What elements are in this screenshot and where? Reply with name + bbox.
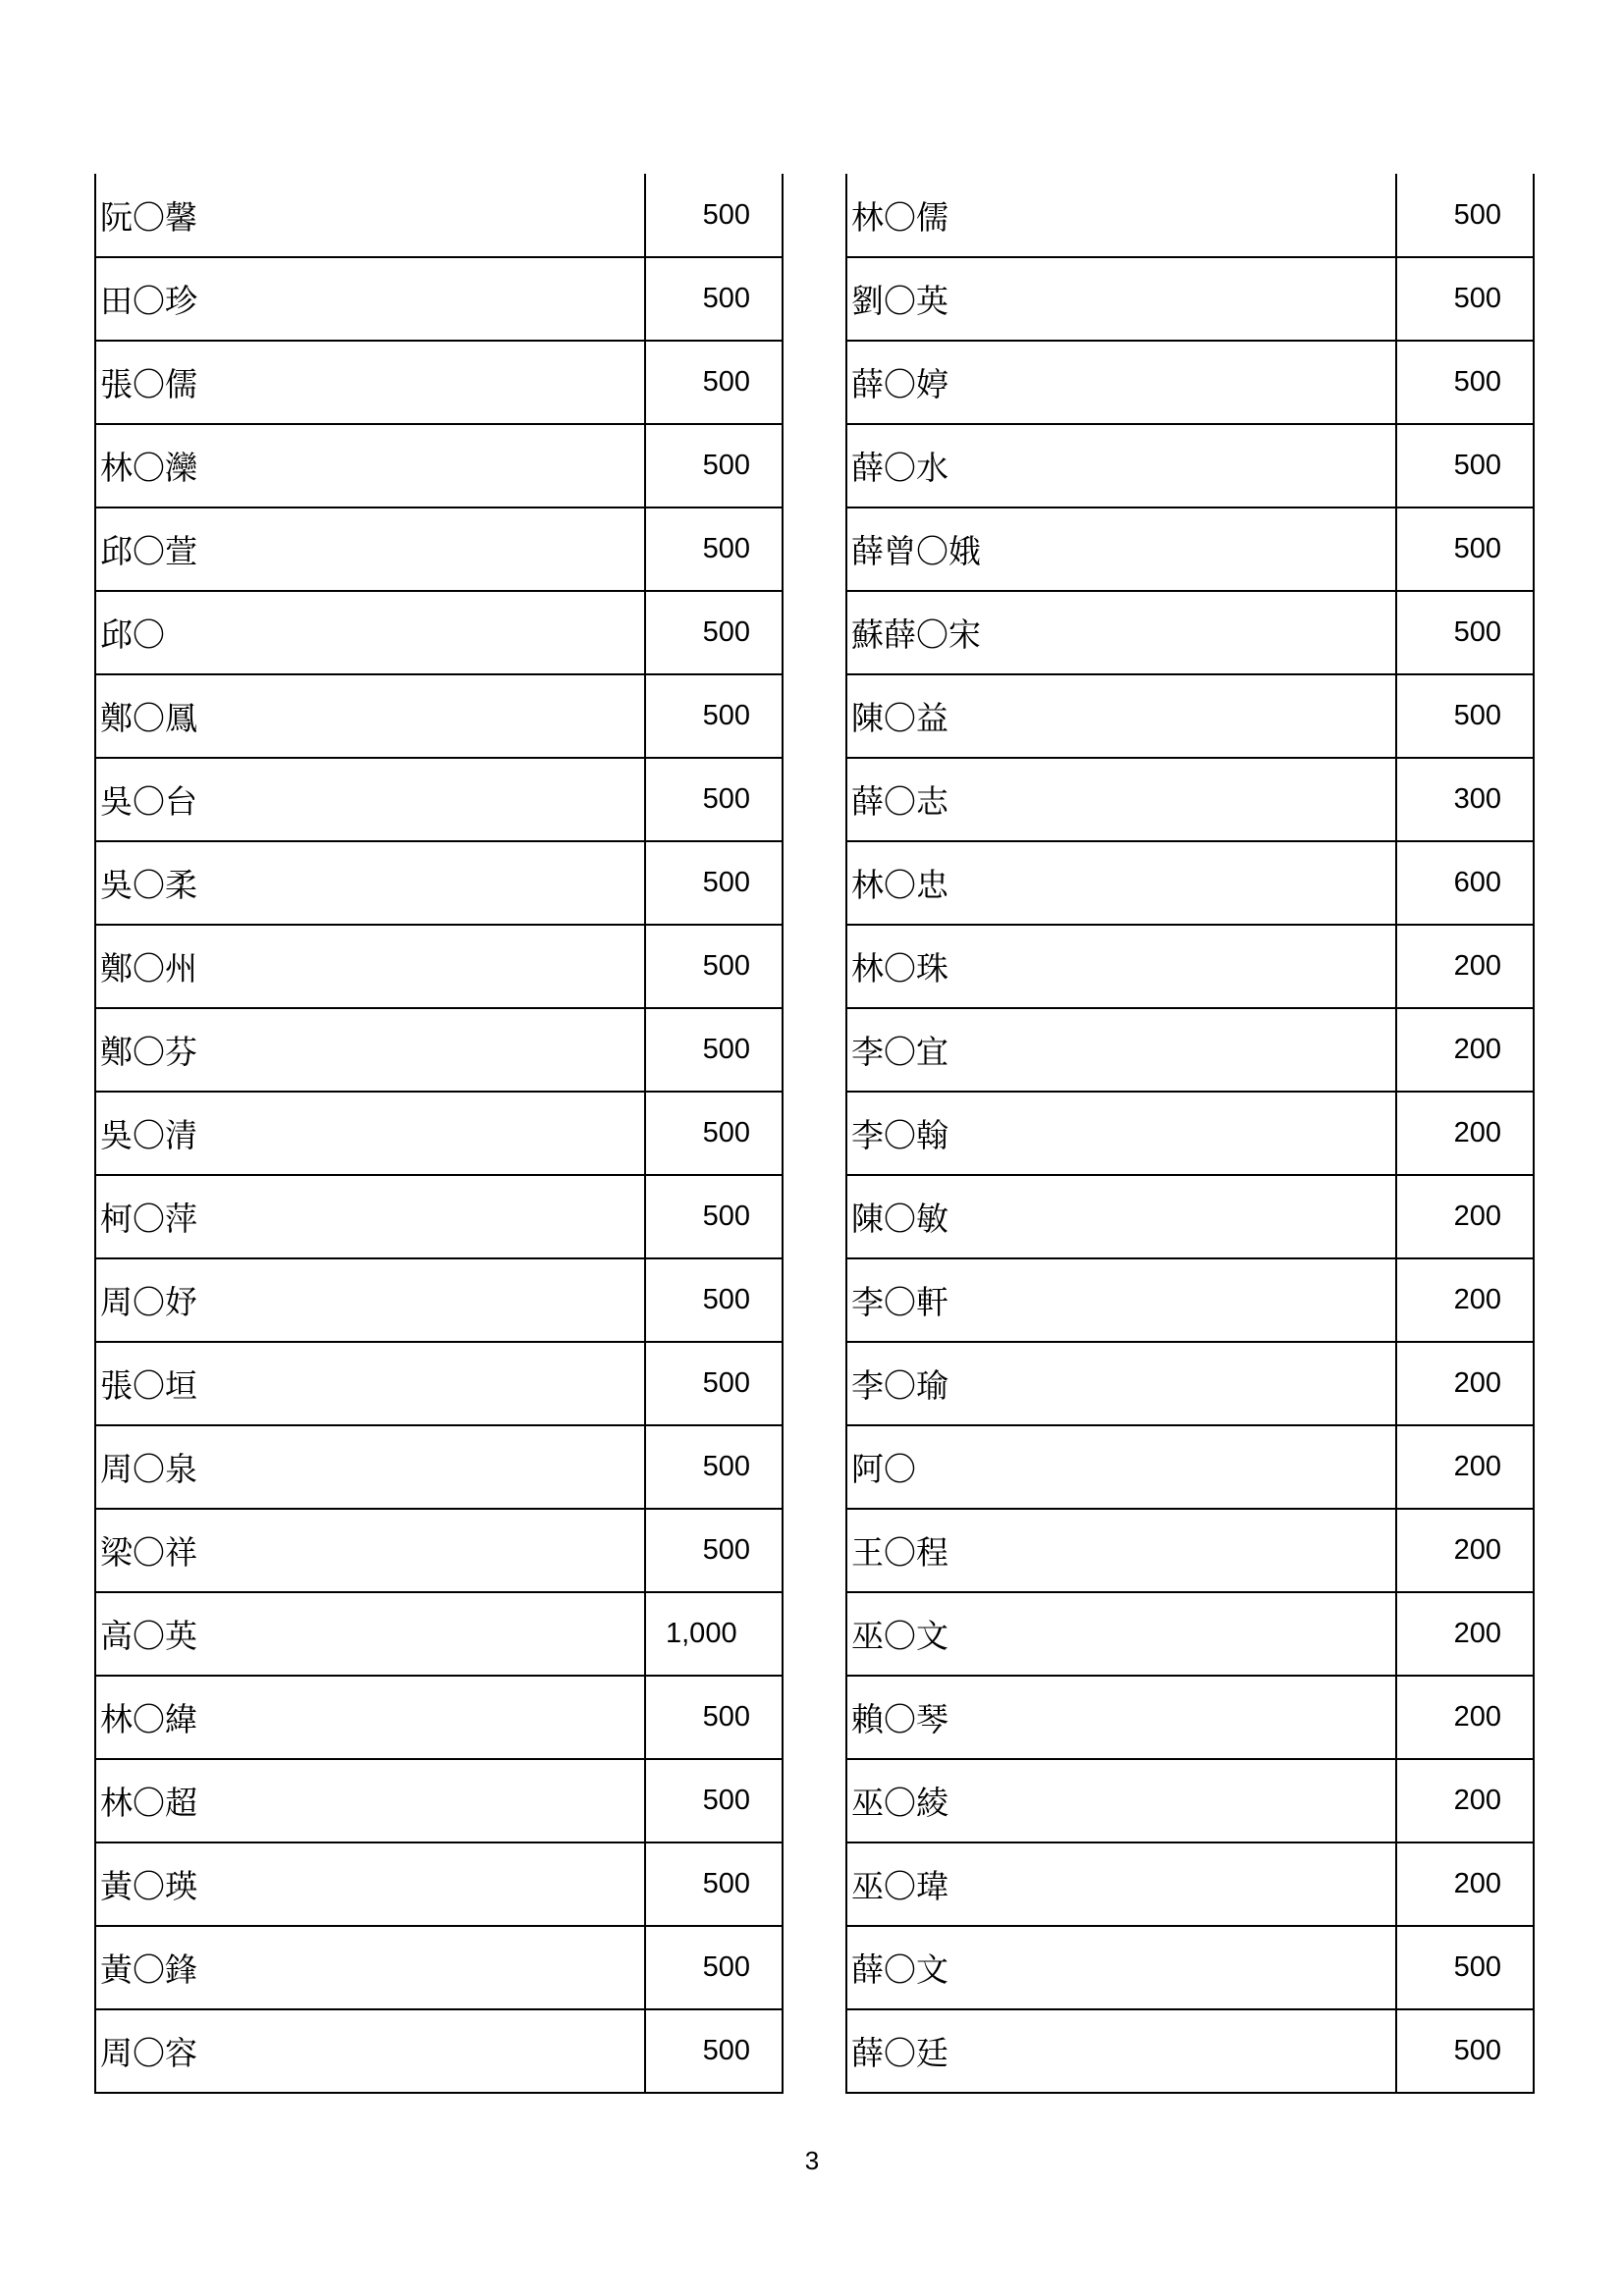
donation-amount: 200 (1396, 1342, 1534, 1425)
table-row (95, 1592, 783, 1676)
donation-amount: 500 (645, 1425, 783, 1509)
donor-name: 黃〇瑛 (95, 1842, 645, 1926)
table-row (95, 674, 783, 758)
donor-name: 陳〇益 (846, 674, 1396, 758)
donation-amount: 200 (1396, 1592, 1534, 1676)
donor-name: 李〇瑜 (846, 1342, 1396, 1425)
donation-amount: 500 (1396, 674, 1534, 758)
donation-amount: 500 (1396, 591, 1534, 674)
donor-name: 薛〇水 (846, 424, 1396, 507)
donor-name: 林〇緯 (95, 1676, 645, 1759)
table-row (846, 674, 1534, 758)
table-row (95, 1676, 783, 1759)
table-row (95, 1926, 783, 2009)
donation-amount: 500 (645, 1509, 783, 1592)
table-row (95, 2009, 783, 2093)
donor-name: 林〇珠 (846, 925, 1396, 1008)
table-row (846, 1926, 1534, 2009)
table-row (95, 758, 783, 841)
donor-name: 田〇珍 (95, 257, 645, 341)
table-row (95, 1759, 783, 1842)
donation-amount: 500 (645, 1008, 783, 1092)
table-row (846, 758, 1534, 841)
table-row (95, 1258, 783, 1342)
table-row (846, 841, 1534, 925)
table-row (95, 424, 783, 507)
table-row (95, 257, 783, 341)
donor-name: 高〇英 (95, 1592, 645, 1676)
donor-name: 薛曾〇娥 (846, 507, 1396, 591)
donor-name: 周〇妤 (95, 1258, 645, 1342)
table-row (95, 1175, 783, 1258)
table-row (846, 1008, 1534, 1092)
table-row (95, 341, 783, 424)
donor-name: 薛〇志 (846, 758, 1396, 841)
table-row (846, 174, 1534, 257)
table-row (846, 1842, 1534, 1926)
table-row (95, 174, 783, 257)
donor-name: 李〇宜 (846, 1008, 1396, 1092)
donor-name: 林〇灤 (95, 424, 645, 507)
donor-name: 邱〇 (95, 591, 645, 674)
table-row (846, 424, 1534, 507)
table-row (846, 507, 1534, 591)
donation-amount: 500 (645, 174, 783, 257)
donor-name: 李〇翰 (846, 1092, 1396, 1175)
donor-name: 阮〇馨 (95, 174, 645, 257)
donation-amount: 200 (1396, 1842, 1534, 1926)
donor-name: 吳〇柔 (95, 841, 645, 925)
donor-name: 梁〇祥 (95, 1509, 645, 1592)
table-row (95, 1842, 783, 1926)
donation-amount: 500 (645, 674, 783, 758)
donation-amount: 600 (1396, 841, 1534, 925)
table-row (846, 591, 1534, 674)
donor-name: 鄭〇鳳 (95, 674, 645, 758)
donation-amount: 500 (645, 1342, 783, 1425)
donation-amount: 500 (1396, 2009, 1534, 2093)
donor-name: 黃〇鋒 (95, 1926, 645, 2009)
donation-amount: 200 (1396, 1175, 1534, 1258)
donation-amount: 500 (645, 2009, 783, 2093)
donation-amount: 200 (1396, 1008, 1534, 1092)
donor-name: 張〇垣 (95, 1342, 645, 1425)
donor-name: 蘇薛〇宋 (846, 591, 1396, 674)
donation-amount: 200 (1396, 1258, 1534, 1342)
table-row (95, 841, 783, 925)
donor-table-right-body (846, 174, 1534, 2093)
table-row (846, 1759, 1534, 1842)
table-row (95, 1425, 783, 1509)
donation-amount: 200 (1396, 1092, 1534, 1175)
donation-amount: 500 (645, 591, 783, 674)
donor-name: 林〇超 (95, 1759, 645, 1842)
table-row (846, 925, 1534, 1008)
donor-name: 陳〇敏 (846, 1175, 1396, 1258)
donor-name: 林〇忠 (846, 841, 1396, 925)
donor-name: 周〇容 (95, 2009, 645, 2093)
donation-amount: 500 (645, 1842, 783, 1926)
donation-amount: 500 (645, 1175, 783, 1258)
donor-name: 巫〇綾 (846, 1759, 1396, 1842)
donor-name: 吳〇台 (95, 758, 645, 841)
table-row (846, 341, 1534, 424)
table-row (95, 1092, 783, 1175)
table-row (95, 1342, 783, 1425)
donor-name: 周〇泉 (95, 1425, 645, 1509)
donation-amount: 500 (645, 758, 783, 841)
table-row (95, 925, 783, 1008)
table-row (846, 2009, 1534, 2093)
donation-amount: 200 (1396, 1759, 1534, 1842)
donor-name: 薛〇婷 (846, 341, 1396, 424)
donor-name: 劉〇英 (846, 257, 1396, 341)
donor-name: 張〇儒 (95, 341, 645, 424)
donor-name: 鄭〇州 (95, 925, 645, 1008)
table-row (846, 1425, 1534, 1509)
donation-amount: 300 (1396, 758, 1534, 841)
donation-amount: 1,000 (645, 1592, 783, 1676)
table-row (846, 257, 1534, 341)
donation-amount: 200 (1396, 925, 1534, 1008)
donor-name: 吳〇清 (95, 1092, 645, 1175)
donor-name: 王〇程 (846, 1509, 1396, 1592)
donation-amount: 500 (1396, 257, 1534, 341)
donor-name: 林〇儒 (846, 174, 1396, 257)
donation-amount: 500 (1396, 1926, 1534, 2009)
donation-amount: 500 (645, 257, 783, 341)
table-row (846, 1342, 1534, 1425)
donation-amount: 200 (1396, 1509, 1534, 1592)
donation-amount: 200 (1396, 1425, 1534, 1509)
donation-amount: 500 (645, 1676, 783, 1759)
donor-table-left-body (95, 174, 783, 2093)
table-row (95, 507, 783, 591)
donation-amount: 500 (1396, 507, 1534, 591)
donation-amount: 200 (1396, 1676, 1534, 1759)
donation-amount: 500 (1396, 341, 1534, 424)
table-row (95, 591, 783, 674)
donor-name: 賴〇琴 (846, 1676, 1396, 1759)
donor-name: 李〇軒 (846, 1258, 1396, 1342)
donor-name: 柯〇萍 (95, 1175, 645, 1258)
table-row (95, 1509, 783, 1592)
donation-amount: 500 (645, 1092, 783, 1175)
donor-name: 薛〇文 (846, 1926, 1396, 2009)
donor-name: 薛〇廷 (846, 2009, 1396, 2093)
table-row (846, 1676, 1534, 1759)
donation-amount: 500 (645, 1258, 783, 1342)
donation-amount: 500 (645, 341, 783, 424)
donation-amount: 500 (645, 424, 783, 507)
donor-table-left (94, 174, 784, 2094)
donation-amount: 500 (645, 507, 783, 591)
donation-amount: 500 (645, 841, 783, 925)
table-row (846, 1175, 1534, 1258)
donor-name: 巫〇瑋 (846, 1842, 1396, 1926)
donation-amount: 500 (645, 1759, 783, 1842)
donor-name: 阿〇 (846, 1425, 1396, 1509)
table-row (846, 1092, 1534, 1175)
donor-name: 邱〇萱 (95, 507, 645, 591)
table-row (846, 1509, 1534, 1592)
donation-amount: 500 (645, 925, 783, 1008)
table-row (846, 1592, 1534, 1676)
donor-table-right (845, 174, 1535, 2094)
donation-amount: 500 (1396, 174, 1534, 257)
donor-name: 鄭〇芬 (95, 1008, 645, 1092)
page-number: 3 (804, 2146, 820, 2175)
donor-name: 巫〇文 (846, 1592, 1396, 1676)
donation-amount: 500 (645, 1926, 783, 2009)
table-row (95, 1008, 783, 1092)
table-row (846, 1258, 1534, 1342)
donation-amount: 500 (1396, 424, 1534, 507)
